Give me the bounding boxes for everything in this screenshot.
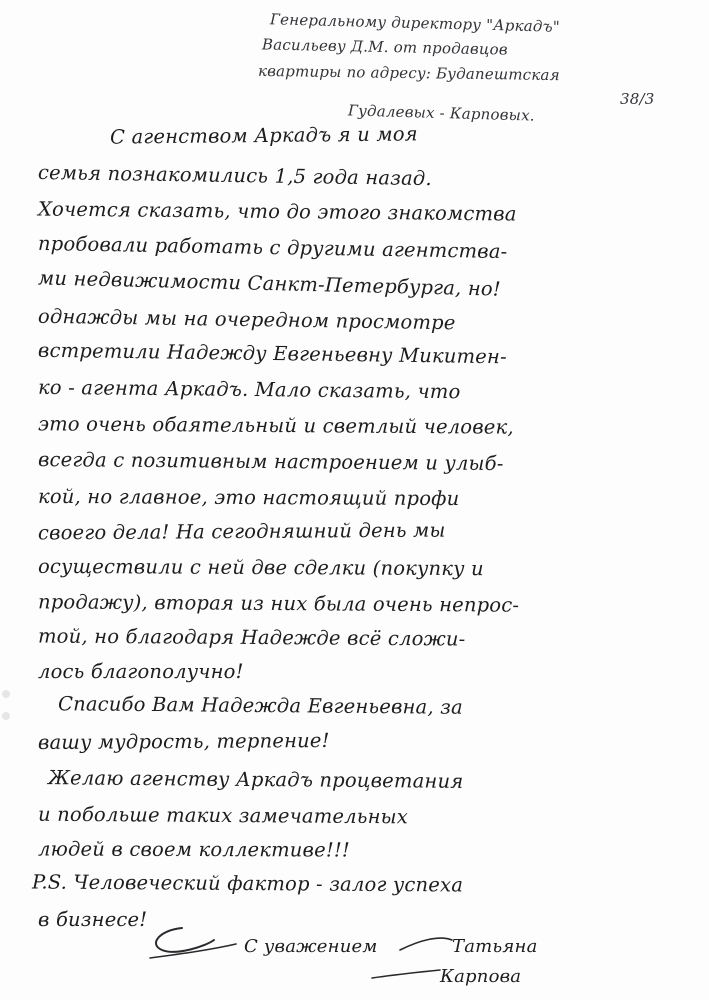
closing-text: С уважением bbox=[244, 936, 378, 957]
letter-line: лось благополучно! bbox=[38, 660, 244, 683]
letter-line: ми недвижимости Санкт-Петербурга, но! bbox=[37, 266, 502, 301]
address-line: Васильеву Д.М. от продавцов bbox=[261, 35, 508, 59]
address-line: Генеральному директору "Аркадъ" bbox=[269, 10, 561, 36]
letter-line: однажды мы на очередном просмотре bbox=[37, 304, 456, 335]
letter-line: Спасибо Вам Надежда Евгеньевна, за bbox=[57, 692, 463, 719]
address-line: квартиры по адресу: Будапештская bbox=[257, 61, 560, 85]
address-line: Гудалевых - Карповых. bbox=[347, 101, 535, 125]
letter-line: пробовали работать с другими агентства- bbox=[37, 231, 508, 264]
signature-name-first: Татьяна bbox=[452, 936, 538, 957]
letter-line: всегда с позитивным настроением и улыб- bbox=[37, 447, 504, 476]
letter-line: людей в своем коллективе!!! bbox=[37, 837, 351, 862]
letter-line: семья познакомились 1,5 года назад. bbox=[37, 160, 433, 191]
letter-line: продажу), вторая из них была очень непрос- bbox=[37, 590, 520, 617]
letter-line: Хочется сказать, что до этого знакомства bbox=[37, 197, 517, 226]
letter-line: той, но благодаря Надежде всё сложи- bbox=[37, 624, 466, 651]
letter-line: встретили Надежду Евгеньевну Микитен- bbox=[37, 338, 507, 369]
letter-line: ко - агента Аркадъ. Мало сказать, что bbox=[37, 375, 461, 404]
letter-line: в бизнесе! bbox=[38, 908, 148, 931]
letter-line: вашу мудрость, терпение! bbox=[37, 728, 330, 755]
address-number: 38/3 bbox=[620, 90, 655, 108]
letter-line: Желаю агенству Аркадъ процветания bbox=[47, 766, 464, 793]
letter-line: С агенством Аркадъ я и моя bbox=[109, 122, 418, 149]
letter-line: кой, но главное, это настоящий профи bbox=[37, 484, 460, 511]
letter-line: P.S. Человеческий фактор - залог успеха bbox=[31, 870, 464, 897]
letter-line: и побольше таких замечательных bbox=[37, 802, 409, 829]
letter-line: своего дела! На сегодняшний день мы bbox=[37, 518, 446, 545]
signature-name-last: Карпова bbox=[440, 966, 522, 987]
letter-line: это очень обаятельный и светлый человек, bbox=[37, 412, 514, 439]
letter-line: осуществили с ней две сделки (покупку и bbox=[37, 554, 484, 581]
